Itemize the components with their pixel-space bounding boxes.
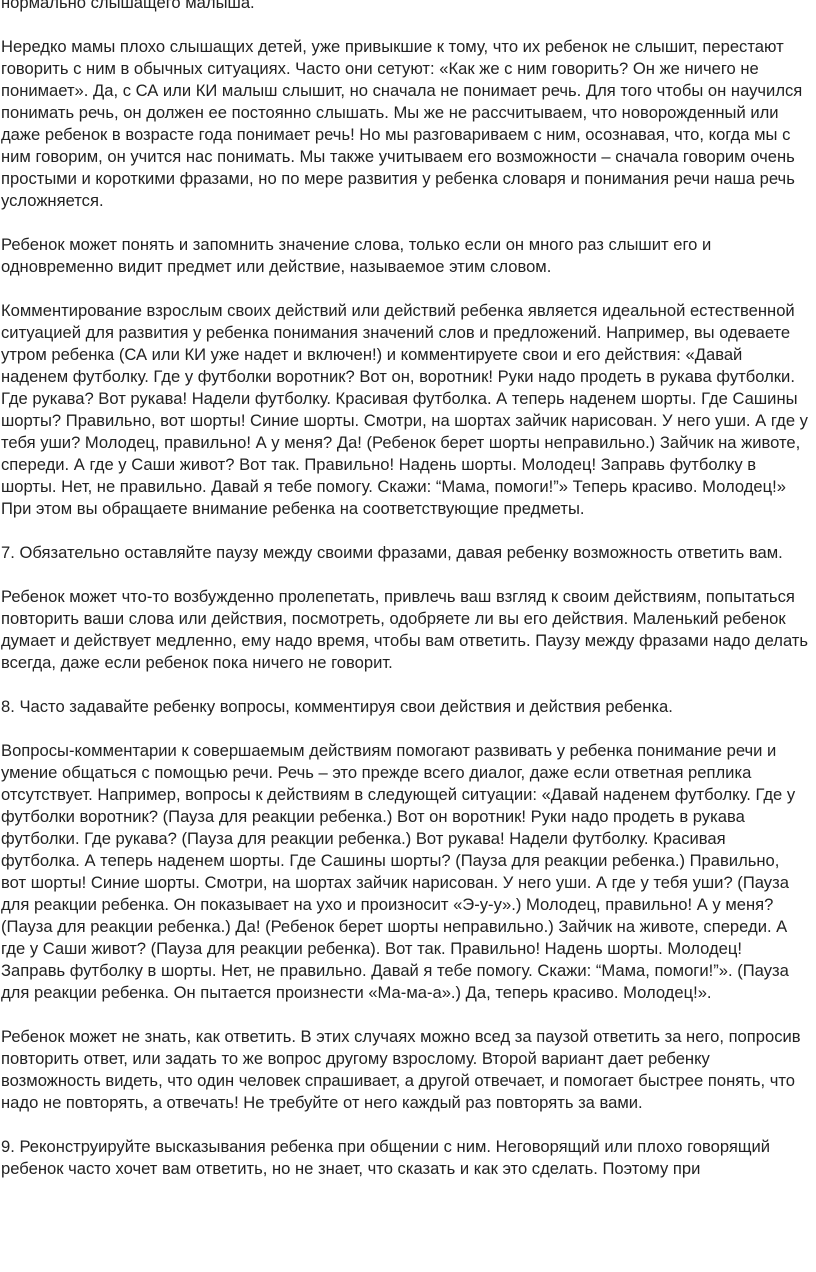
paragraph-questions-dialog: Вопросы-комментарии к совершаемым действиям помогают развивать у ребенка понимание речи и умение общаться с помощью речи. Речь – это прежде всего диалог, даже если ответная реплика отсутствует. Например, вопросы к действиям в следующей ситуации: «Давай наденем футболку. Где у футболки воротник? (Пауза для реакции ребенка.) Вот он воротник! Руки надо продеть в рукава футболки. Где рукава? (Пауза для реакции ребенка.) Вот рукава! Надели футболку. Красивая футболка. А теперь наденем шорты. Где Сашины шорты? (Пауза для реакции ребенка.) Правильно, вот шорты! Синие шорты. Смотри, на шортах зайчик нарисован. У него уши. А где у тебя уши? (Пауза для реакции ребенка. Он показывает на ухо и произносит «Э-у-у».) Молодец, правильно! А у меня? (Пауза для реакции ребенка.) Да! (Ребенок берет шорты неправильно.) Зайчик на животе, спереди. А где у Саши живот? (Пауза для реакции ребенка). Вот так. Правильно! Надень шорты. Молодец! Заправь футболку в шорты. Нет, не правильно. Давай я тебе помогу. Скажи: “Мама, помоги!”». (Пауза для реакции ребенка. Он пытается произнести «Ма-ма-а».) Да, теперь красиво. Молодец!». xyxy=(1,741,796,1002)
paragraph-parents-stop-talking: Нередко мамы плохо слышащих детей, уже привыкшие к тому, что их ребенок не слышит, перестают говорить с ним в обычных ситуациях. Часто они сетуют: «Как же с ним говорить? Он же ничего не понимает». Да, с СА или КИ малыш слышит, но сначала не понимает речь. Для того чтобы он научился понимать речь, он должен ее постоянно слышать. Мы же не рассчитываем, что новорожденный или даже ребенок в возрасте года понимает речь! Но мы разговариваем с ним, осознавая, что, когда мы с ним говорим, он учится нас понимать. Мы также учитываем его возможности – сначала говорим очень простыми и короткими фразами, но по мере развития у ребенка словаря и понимания речи наша речь усложняется. xyxy=(1,37,803,210)
heading-item-7: 7. Обязательно оставляйте паузу между своими фразами, давая ребенку возможность ответить вам. xyxy=(1,543,783,562)
heading-item-8: 8. Часто задавайте ребенку вопросы, комментируя свои действия и действия ребенка. xyxy=(1,697,673,716)
paragraph-word-meaning: Ребенок может понять и запомнить значение слова, только если он много раз слышит его и одновременно видит предмет или действие, называемое этим словом. xyxy=(1,235,712,276)
paragraph-child-may-not-know: Ребенок может не знать, как ответить. В этих случаях можно всед за паузой ответить за него, попросив повторить ответ, или задать то же вопрос другому взрослому. Второй вариант дает ребенку возможность видеть, что один человек спрашивает, а другой отвечает, и помогает быстрее понять, что надо не повторять, а отвечать! Не требуйте от него каждый раз повторять за вами. xyxy=(1,1027,801,1112)
paragraph-pause-explanation: Ребенок может что-то возбужденно пролепетать, привлечь ваш взгляд к своим действиям, попытаться повторить ваши слова или действия, посмотреть, одобряете ли вы его действия. Маленький ребенок думает и действует медленно, ему надо время, чтобы вам ответить. Паузу между фразами надо делать всегда, даже если ребенок пока ничего не говорит. xyxy=(1,587,809,672)
paragraph-continuation: нормально слышащего малыша. xyxy=(1,0,255,12)
paragraph-commenting-actions: Комментирование взрослым своих действий или действий ребенка является идеальной естественной ситуацией для развития у ребенка понимания значений слов и предложений. Например, вы одеваете утром ребенка (СА или КИ уже надет и включен!) и комментируете свои и его действия: «Давай наденем футболку. Где у футболки воротник? Вот он, воротник! Руки надо продеть в рукава футболки. Где рукава? Вот рукава! Надели футболку. Красивая футболка. А теперь наденем шорты. Где Сашины шорты? Правильно, вот шорты! Синие шорты. Смотри, на шортах зайчик нарисован. У него уши. А где у тебя уши? Молодец, правильно! А у меня? Да! (Ребенок берет шорты неправильно.) Зайчик на животе, спереди. А где у Саши живот? Вот так. Правильно! Надень шорты. Молодец! Заправь футболку в шорты. Нет, не правильно. Давай я тебе помогу. Скажи: “Мама, помоги!”» Теперь красиво. Молодец!» При этом вы обращаете внимание ребенка на соответствующие предметы. xyxy=(1,301,808,518)
heading-item-9: 9. Реконструируйте высказывания ребенка при общении с ним. Неговорящий или плохо говорящий ребенок часто хочет вам ответить, но не знает, что сказать и как это сделать. Поэтому при xyxy=(1,1137,771,1178)
